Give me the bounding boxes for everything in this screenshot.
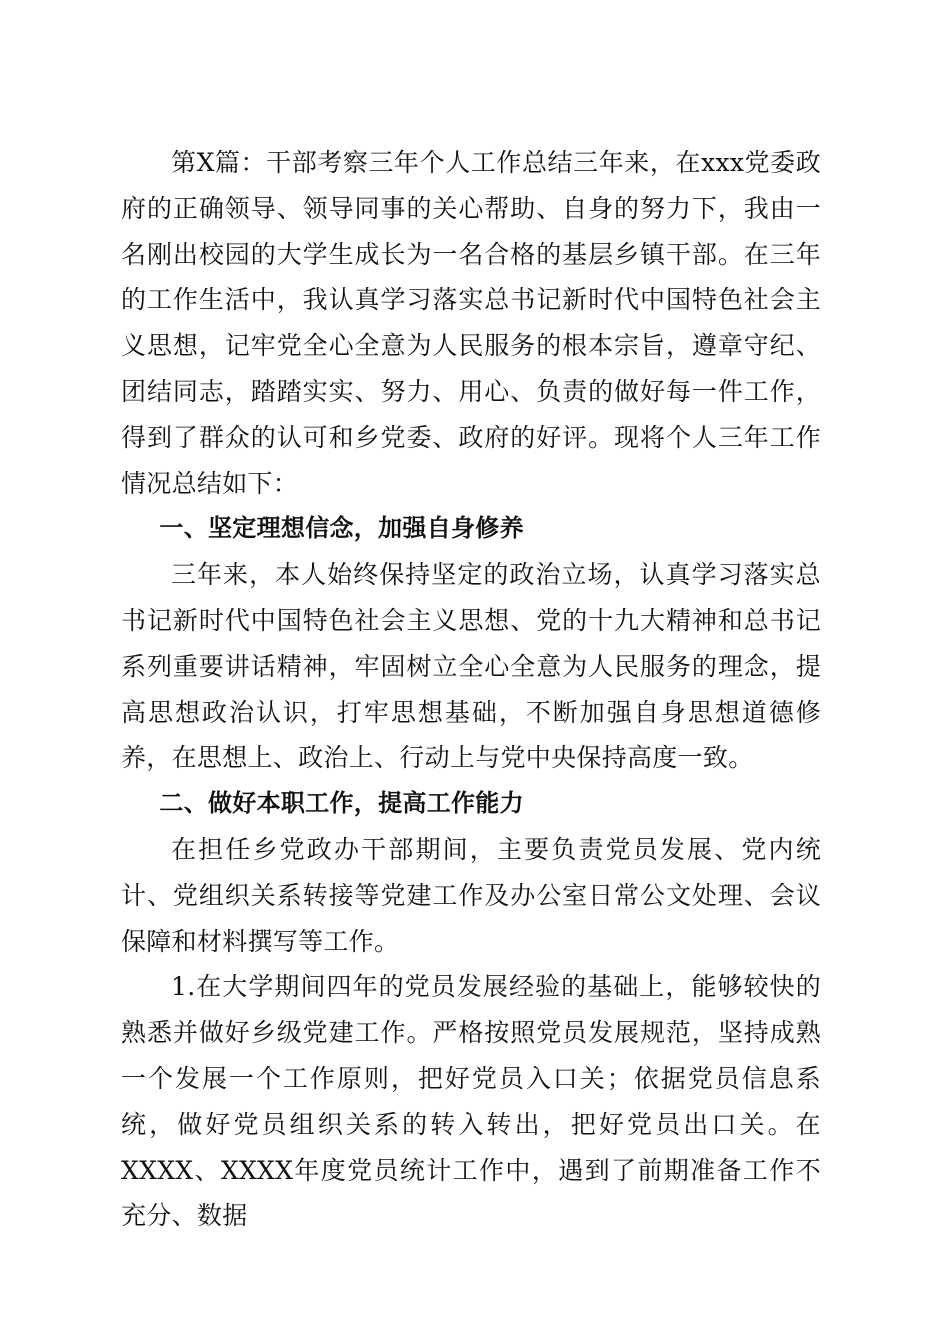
section-2-paragraph: 在担任乡党政办干部期间，主要负责党员发展、党内统计、党组织关系转接等党建工作及办公室日常公文处理、会议保障和材料撰写等工作。 bbox=[121, 834, 821, 956]
section-1-paragraph: 三年来，本人始终保持坚定的政治立场，认真学习落实总书记新时代中国特色社会主义思想、党的十九大精神和总书记系列重要讲话精神，牢固树立全心全意为人民服务的理念，提高思想政治认识，打牢思想基础，不断加强自身思想道德修养，在思想上、政治上、行动上与党中央保持高度一致。 bbox=[121, 560, 821, 773]
section-2-item-1-paragraph: 1.在大学期间四年的党员发展经验的基础上，能够较快的熟悉并做好乡级党建工作。严格按照党员发展规范，坚持成熟一个发展一个工作原则，把好党员入口关；依据党员信息系统，做好党员组织关系的转入转出，把好党员出口关。在XXXX、XXXX年度党员统计工作中，遇到了前期准备工作不充分、数据 bbox=[121, 972, 821, 1231]
intro-paragraph: 第X篇：干部考察三年个人工作总结三年来，在xxx党委政府的正确领导、领导同事的关心帮助、自身的努力下，我由一名刚出校园的大学生成长为一名合格的基层乡镇干部。在三年的工作生活中，我认真学习落实总书记新时代中国特色社会主义思想，记牢党全心全意为人民服务的根本宗旨，遵章守纪、团结同志，踏踏实实、努力、用心、负责的做好每一件工作，得到了群众的认可和乡党委、政府的好评。现将个人三年工作情况总结如下： bbox=[121, 148, 821, 498]
section-2-heading: 二、做好本职工作，提高工作能力 bbox=[159, 789, 524, 818]
document-body bbox=[121, 140, 821, 1239]
section-1-heading: 一、坚定理想信念，加强自身修养 bbox=[159, 514, 524, 543]
